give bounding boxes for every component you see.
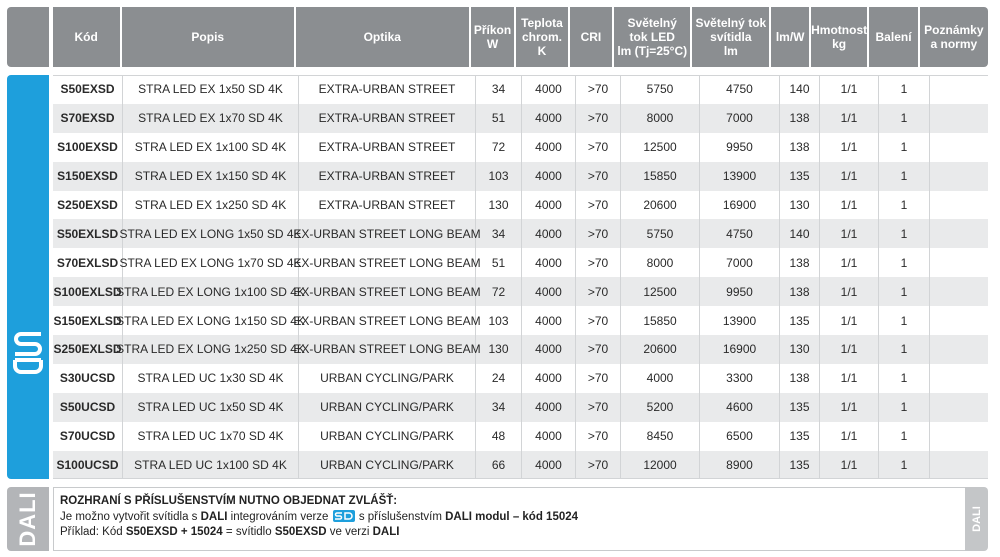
cell-color-temp: 4000 — [522, 162, 576, 191]
cell-cri: >70 — [576, 335, 621, 364]
header-efficacy: lm/W — [771, 7, 809, 67]
header-power: Příkon W — [471, 7, 515, 67]
dali-text: Je možno vytvořit svítidla s — [60, 510, 201, 523]
cell-optics: EX-URBAN STREET LONG BEAM — [299, 219, 476, 248]
cell-color-temp: 4000 — [522, 277, 576, 306]
cell-notes — [930, 306, 988, 335]
cell-description: STRA LED EX 1x50 SD 4K — [123, 75, 299, 104]
cell-led-flux: 15850 — [621, 306, 700, 335]
cell-luminaire-flux: 4750 — [700, 219, 780, 248]
cell-description: STRA LED EX LONG 1x70 SD 4K — [123, 248, 299, 277]
cell-packaging: 1 — [879, 277, 930, 306]
table-header — [7, 7, 988, 67]
cell-optics: EX-URBAN STREET LONG BEAM — [299, 335, 476, 364]
cell-efficacy: 135 — [780, 451, 820, 480]
header-corner — [7, 7, 49, 67]
cell-optics: URBAN CYCLING/PARK — [299, 393, 476, 422]
dali-right-tab — [965, 487, 988, 551]
cell-power: 66 — [476, 451, 522, 480]
cell-efficacy: 135 — [780, 393, 820, 422]
cell-cri: >70 — [576, 191, 621, 220]
cell-description: STRA LED UC 1x100 SD 4K — [123, 451, 299, 480]
cell-packaging: 1 — [879, 422, 930, 451]
table-row — [53, 248, 988, 277]
table-row — [53, 335, 988, 364]
cell-power: 34 — [476, 393, 522, 422]
cell-notes — [930, 133, 988, 162]
cell-luminaire-flux: 7000 — [700, 104, 780, 133]
cell-code: S100UCSD — [53, 451, 123, 480]
cell-packaging: 1 — [879, 248, 930, 277]
cell-cri: >70 — [576, 393, 621, 422]
cell-code: S50UCSD — [53, 393, 123, 422]
cell-color-temp: 4000 — [522, 104, 576, 133]
cell-led-flux: 20600 — [621, 335, 700, 364]
cell-power: 24 — [476, 364, 522, 393]
cell-packaging: 1 — [879, 162, 930, 191]
dali-text: DALI modul – kód 15024 — [445, 510, 579, 523]
cell-optics: EX-URBAN STREET LONG BEAM — [299, 306, 476, 335]
header-weight: Hmotnost kg — [811, 7, 867, 67]
cell-cri: >70 — [576, 422, 621, 451]
cell-color-temp: 4000 — [522, 219, 576, 248]
cell-luminaire-flux: 9950 — [700, 133, 780, 162]
cell-color-temp: 4000 — [522, 133, 576, 162]
table-row — [53, 364, 988, 393]
cell-notes — [930, 335, 988, 364]
header-optics: Optika — [296, 7, 469, 67]
dali-note-line2 — [60, 510, 959, 526]
cell-led-flux: 8000 — [621, 248, 700, 277]
cell-code: S100EXLSD — [53, 277, 123, 306]
dali-text: = svítidlo — [222, 526, 275, 538]
cell-notes — [930, 393, 988, 422]
cell-code: S30UCSD — [53, 364, 123, 393]
dali-note — [53, 487, 965, 551]
cell-efficacy: 130 — [780, 191, 820, 220]
cell-luminaire-flux: 13900 — [700, 162, 780, 191]
dali-text: Příklad: Kód — [60, 526, 126, 538]
cell-cri: >70 — [576, 219, 621, 248]
cell-code: S150EXSD — [53, 162, 123, 191]
dali-text: S50EXSD — [274, 526, 327, 538]
cell-led-flux: 12500 — [621, 133, 700, 162]
cell-efficacy: 140 — [780, 75, 820, 104]
table-row — [53, 104, 988, 133]
cell-notes — [930, 248, 988, 277]
cell-efficacy: 135 — [780, 162, 820, 191]
cell-weight: 1/1 — [820, 248, 879, 277]
cell-led-flux: 20600 — [621, 191, 700, 220]
table-row — [53, 162, 988, 191]
cell-description: STRA LED UC 1x70 SD 4K — [123, 422, 299, 451]
table-row — [53, 277, 988, 306]
cell-cri: >70 — [576, 104, 621, 133]
table-row — [53, 75, 988, 104]
table-row — [53, 219, 988, 248]
cell-code: S250EXSD — [53, 191, 123, 220]
cell-led-flux: 8000 — [621, 104, 700, 133]
dali-side-tab — [7, 487, 49, 551]
cell-weight: 1/1 — [820, 277, 879, 306]
cell-packaging: 1 — [879, 133, 930, 162]
cell-cri: >70 — [576, 306, 621, 335]
cell-weight: 1/1 — [820, 75, 879, 104]
cell-power: 103 — [476, 162, 522, 191]
cell-led-flux: 5200 — [621, 393, 700, 422]
cell-description: STRA LED EX LONG 1x100 SD 4K — [123, 277, 299, 306]
cell-power: 48 — [476, 422, 522, 451]
cell-led-flux: 5750 — [621, 219, 700, 248]
cell-code: S50EXLSD — [53, 219, 123, 248]
cell-led-flux: 12000 — [621, 451, 700, 480]
cell-weight: 1/1 — [820, 133, 879, 162]
cell-color-temp: 4000 — [522, 191, 576, 220]
cell-power: 130 — [476, 191, 522, 220]
cell-code: S70EXLSD — [53, 248, 123, 277]
cell-optics: URBAN CYCLING/PARK — [299, 451, 476, 480]
cell-color-temp: 4000 — [522, 364, 576, 393]
cell-notes — [930, 75, 988, 104]
cell-color-temp: 4000 — [522, 75, 576, 104]
cell-power: 103 — [476, 306, 522, 335]
cell-led-flux: 8450 — [621, 422, 700, 451]
cell-luminaire-flux: 16900 — [700, 335, 780, 364]
dali-text: ve verzi — [326, 526, 373, 538]
table-body — [53, 75, 988, 479]
table-row — [53, 451, 988, 480]
cell-power: 34 — [476, 75, 522, 104]
cell-code: S100EXSD — [53, 133, 123, 162]
table-row — [53, 393, 988, 422]
dali-right-label: DALI — [970, 506, 983, 532]
cell-description: STRA LED EX LONG 1x150 SD 4K — [123, 306, 299, 335]
table-row — [53, 191, 988, 220]
cell-description: STRA LED EX 1x100 SD 4K — [123, 133, 299, 162]
cell-packaging: 1 — [879, 104, 930, 133]
cell-cri: >70 — [576, 75, 621, 104]
cell-optics: EXTRA-URBAN STREET — [299, 75, 476, 104]
cell-weight: 1/1 — [820, 191, 879, 220]
cell-led-flux: 15850 — [621, 162, 700, 191]
cell-efficacy: 135 — [780, 306, 820, 335]
cell-optics: URBAN CYCLING/PARK — [299, 364, 476, 393]
cell-luminaire-flux: 9950 — [700, 277, 780, 306]
cell-optics: EX-URBAN STREET LONG BEAM — [299, 248, 476, 277]
dali-text: s příslušenstvím — [355, 510, 446, 523]
cell-description: STRA LED EX 1x250 SD 4K — [123, 191, 299, 220]
cell-efficacy: 130 — [780, 335, 820, 364]
cell-luminaire-flux: 6500 — [700, 422, 780, 451]
cell-weight: 1/1 — [820, 422, 879, 451]
cell-efficacy: 138 — [780, 133, 820, 162]
cell-notes — [930, 191, 988, 220]
cell-efficacy: 138 — [780, 104, 820, 133]
cell-power: 72 — [476, 277, 522, 306]
cell-power: 72 — [476, 133, 522, 162]
cell-optics: EXTRA-URBAN STREET — [299, 191, 476, 220]
cell-code: S250EXLSD — [53, 335, 123, 364]
cell-description: STRA LED EX 1x70 SD 4K — [123, 104, 299, 133]
header-color-temp: Teplota chrom. K — [516, 7, 567, 67]
cell-weight: 1/1 — [820, 364, 879, 393]
cell-led-flux: 5750 — [621, 75, 700, 104]
cell-cri: >70 — [576, 248, 621, 277]
cell-efficacy: 140 — [780, 219, 820, 248]
cell-description: STRA LED UC 1x30 SD 4K — [123, 364, 299, 393]
cell-color-temp: 4000 — [522, 451, 576, 480]
dali-note-heading: ROZHRANÍ S PŘÍSLUŠENSTVÍM NUTNO OBJEDNAT ZVLÁŠŤ: — [60, 495, 398, 507]
sd-inline-icon — [333, 510, 355, 522]
cell-notes — [930, 364, 988, 393]
cell-packaging: 1 — [879, 75, 930, 104]
cell-cri: >70 — [576, 451, 621, 480]
dali-text: integrováním verze — [227, 510, 332, 523]
cell-weight: 1/1 — [820, 162, 879, 191]
cell-notes — [930, 451, 988, 480]
cell-power: 130 — [476, 335, 522, 364]
cell-description: STRA LED EX 1x150 SD 4K — [123, 162, 299, 191]
cell-color-temp: 4000 — [522, 422, 576, 451]
table-row — [53, 306, 988, 335]
cell-luminaire-flux: 4600 — [700, 393, 780, 422]
cell-luminaire-flux: 7000 — [700, 248, 780, 277]
cell-description: STRA LED UC 1x50 SD 4K — [123, 393, 299, 422]
cell-weight: 1/1 — [820, 219, 879, 248]
cell-packaging: 1 — [879, 393, 930, 422]
cell-color-temp: 4000 — [522, 393, 576, 422]
dali-text: S50EXSD + 15024 — [125, 526, 223, 538]
cell-cri: >70 — [576, 133, 621, 162]
cell-power: 34 — [476, 219, 522, 248]
cell-efficacy: 135 — [780, 422, 820, 451]
header-luminaire-flux: Světelný tok svítidla lm — [692, 7, 769, 67]
cell-cri: >70 — [576, 162, 621, 191]
cell-luminaire-flux: 16900 — [700, 191, 780, 220]
cell-color-temp: 4000 — [522, 306, 576, 335]
cell-efficacy: 138 — [780, 248, 820, 277]
cell-packaging: 1 — [879, 191, 930, 220]
cell-luminaire-flux: 3300 — [700, 364, 780, 393]
cell-weight: 1/1 — [820, 335, 879, 364]
cell-efficacy: 138 — [780, 277, 820, 306]
cell-notes — [930, 277, 988, 306]
cell-luminaire-flux: 8900 — [700, 451, 780, 480]
cell-efficacy: 138 — [780, 364, 820, 393]
dali-note-line3 — [60, 525, 959, 541]
table-row — [53, 133, 988, 162]
cell-optics: EXTRA-URBAN STREET — [299, 133, 476, 162]
cell-weight: 1/1 — [820, 306, 879, 335]
cell-notes — [930, 162, 988, 191]
sd-logo-icon — [11, 330, 45, 374]
cell-color-temp: 4000 — [522, 335, 576, 364]
cell-weight: 1/1 — [820, 393, 879, 422]
cell-code: S70UCSD — [53, 422, 123, 451]
header-packaging: Balení — [869, 7, 917, 67]
cell-power: 51 — [476, 104, 522, 133]
cell-notes — [930, 104, 988, 133]
cell-led-flux: 12500 — [621, 277, 700, 306]
cell-led-flux: 4000 — [621, 364, 700, 393]
cell-weight: 1/1 — [820, 451, 879, 480]
cell-notes — [930, 422, 988, 451]
cell-description: STRA LED EX LONG 1x50 SD 4K — [123, 219, 299, 248]
cell-luminaire-flux: 4750 — [700, 75, 780, 104]
cell-cri: >70 — [576, 364, 621, 393]
header-description: Popis — [122, 7, 294, 67]
cell-code: S70EXSD — [53, 104, 123, 133]
cell-code: S50EXSD — [53, 75, 123, 104]
table-row — [53, 422, 988, 451]
cell-packaging: 1 — [879, 451, 930, 480]
header-notes: Poznámky a normy — [920, 7, 988, 67]
cell-notes — [930, 219, 988, 248]
dali-tab-label: DALI — [15, 491, 40, 547]
cell-luminaire-flux: 13900 — [700, 306, 780, 335]
header-led-flux: Světelný tok LED lm (Tj=25°C) — [614, 7, 690, 67]
cell-packaging: 1 — [879, 335, 930, 364]
cell-code: S150EXLSD — [53, 306, 123, 335]
cell-weight: 1/1 — [820, 104, 879, 133]
sd-side-tab — [7, 75, 49, 479]
cell-optics: EXTRA-URBAN STREET — [299, 104, 476, 133]
cell-packaging: 1 — [879, 306, 930, 335]
cell-packaging: 1 — [879, 364, 930, 393]
dali-text: DALI — [200, 510, 228, 523]
cell-power: 51 — [476, 248, 522, 277]
cell-cri: >70 — [576, 277, 621, 306]
cell-optics: URBAN CYCLING/PARK — [299, 422, 476, 451]
header-cri: CRI — [570, 7, 613, 67]
cell-packaging: 1 — [879, 219, 930, 248]
cell-description: STRA LED EX LONG 1x250 SD 4K — [123, 335, 299, 364]
header-code: Kód — [53, 7, 120, 67]
cell-color-temp: 4000 — [522, 248, 576, 277]
cell-optics: EX-URBAN STREET LONG BEAM — [299, 277, 476, 306]
cell-optics: EXTRA-URBAN STREET — [299, 162, 476, 191]
dali-text: DALI — [372, 526, 400, 538]
